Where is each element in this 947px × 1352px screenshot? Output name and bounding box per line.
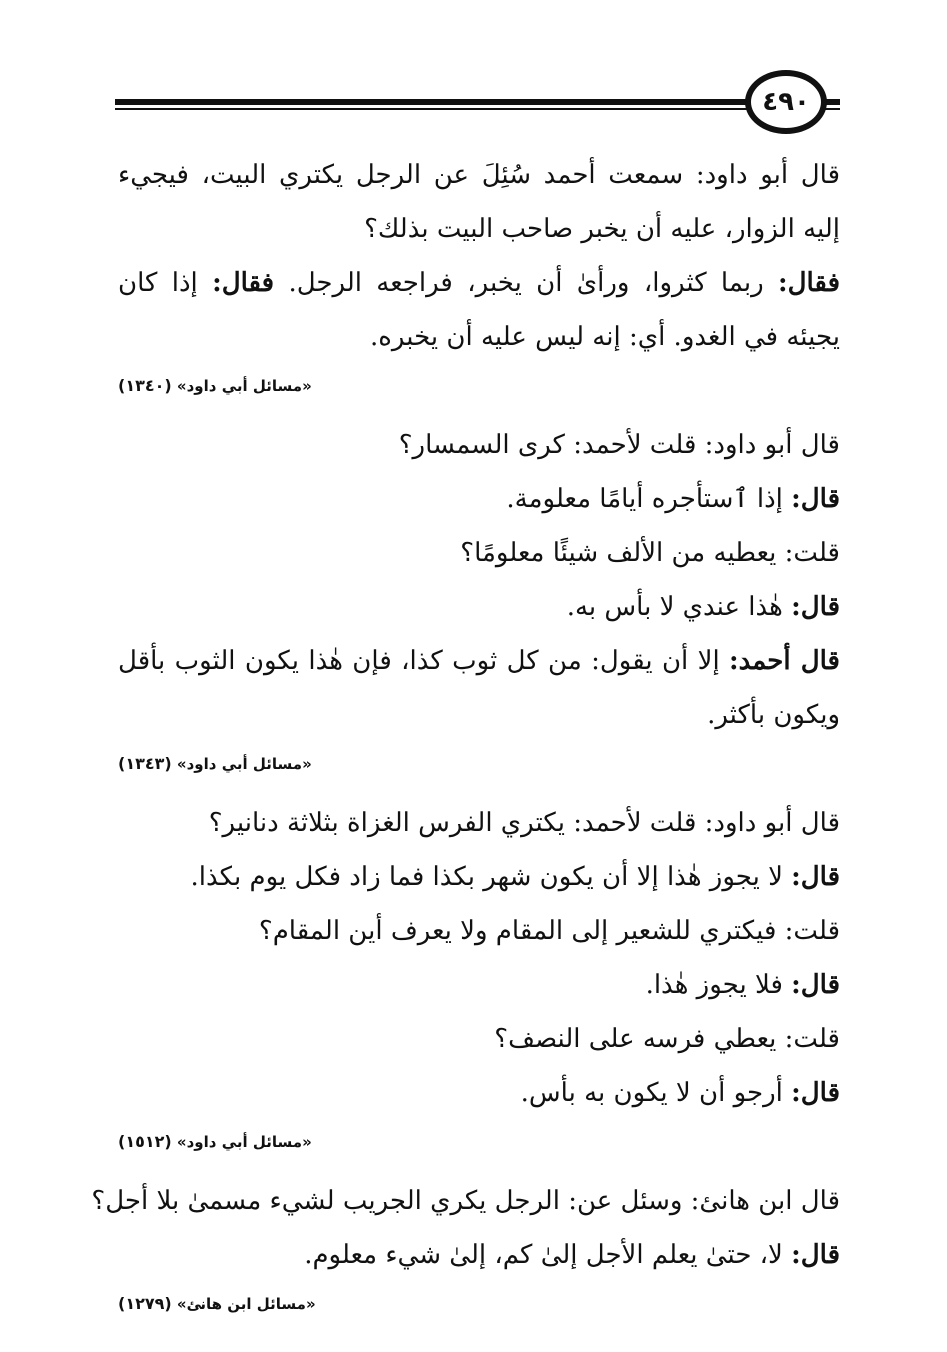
speaker-label: قال: bbox=[791, 970, 840, 1000]
text-line bbox=[118, 850, 840, 904]
speaker-label: فقال: bbox=[212, 268, 275, 298]
speaker-label: فقال: bbox=[778, 268, 841, 298]
source-citation bbox=[118, 1132, 840, 1152]
text-line bbox=[118, 1066, 840, 1120]
line-text: قلت: فيكتري للشعير إلى المقام ولا يعرف أين المقام؟ bbox=[258, 916, 840, 946]
text-line bbox=[118, 418, 840, 472]
paragraph bbox=[118, 256, 840, 364]
paragraph-text: ربما كثروا، ورأىٰ أن يخبر، فراجعه الرجل. bbox=[274, 268, 779, 298]
text-line bbox=[118, 1012, 840, 1066]
source-ref: (١٣٤٠) bbox=[118, 376, 172, 395]
line-text: قلت: يعطيه من الألف شيئًا معلومًا؟ bbox=[460, 538, 840, 568]
speaker-label: قال: bbox=[791, 1078, 840, 1108]
source-title: «مسائل أبي داود» bbox=[176, 1133, 312, 1151]
page-body bbox=[91, 148, 841, 1336]
line-text: إذا ٱستأجره أيامًا معلومة. bbox=[506, 484, 792, 514]
speaker-label: قال: bbox=[791, 862, 840, 892]
speaker-label: قال: bbox=[791, 592, 840, 622]
line-text: لا، حتىٰ يعلم الأجل إلىٰ كم، إلىٰ شيء معلوم. bbox=[304, 1240, 792, 1270]
source-title: «مسائل أبي داود» bbox=[176, 377, 312, 395]
line-text: لا يجوز هٰذا إلا أن يكون شهر بكذا فما زاد فكل يوم بكذا. bbox=[190, 862, 792, 892]
paragraph bbox=[118, 148, 840, 256]
source-ref: (١٢٧٩) bbox=[118, 1294, 172, 1313]
paragraph-text: إلا أن يقول: من كل ثوب كذا، فإن هٰذا يكون الثوب بأقل ويكون بأكثر. bbox=[118, 646, 840, 730]
header-rule-thick bbox=[115, 99, 755, 105]
source-title: «مسائل أبي داود» bbox=[176, 755, 312, 773]
line-text: فلا يجوز هٰذا. bbox=[645, 970, 792, 1000]
text-line bbox=[118, 904, 840, 958]
source-ref: (١٥١٢) bbox=[118, 1132, 172, 1151]
source-ref: (١٣٤٣) bbox=[118, 754, 172, 773]
paragraph bbox=[118, 634, 840, 742]
line-text: قال ابن هانئ: وسئل عن: الرجل يكري الجريب لشيء مسمىٰ بلا أجل؟ bbox=[91, 1186, 840, 1216]
text-line bbox=[91, 1174, 840, 1228]
text-line bbox=[118, 796, 840, 850]
line-text: قال أبو داود: قلت لأحمد: كرى السمسار؟ bbox=[398, 430, 840, 460]
speaker-label: قال أحمد: bbox=[729, 646, 840, 676]
text-line bbox=[118, 526, 840, 580]
line-text: أرجو أن لا يكون به بأس. bbox=[520, 1078, 792, 1108]
speaker-label: قال: bbox=[791, 484, 840, 514]
text-line bbox=[118, 958, 840, 1012]
source-title: «مسائل ابن هانئ» bbox=[176, 1295, 316, 1313]
line-text: هٰذا عندي لا بأس به. bbox=[566, 592, 792, 622]
speaker-label: قال: bbox=[791, 1240, 840, 1270]
source-citation bbox=[118, 754, 840, 774]
line-text: قلت: يعطي فرسه على النصف؟ bbox=[494, 1024, 840, 1054]
text-line bbox=[118, 472, 840, 526]
line-text: قال أبو داود: قلت لأحمد: يكتري الفرس الغزاة بثلاثة دنانير؟ bbox=[208, 808, 840, 838]
source-citation bbox=[118, 376, 840, 396]
page-number: ٤٩٠ bbox=[745, 70, 827, 134]
source-citation bbox=[118, 1294, 840, 1314]
text-line bbox=[118, 1228, 840, 1282]
header-rule-thin bbox=[115, 108, 755, 110]
text-line bbox=[118, 580, 840, 634]
paragraph-text: إذا كان يجيئه في الغدو. أي: إنه ليس عليه أن يخبره. bbox=[118, 268, 840, 352]
paragraph-text: قال أبو داود: سمعت أحمد سُئِلَ عن الرجل يكتري البيت، فيجيء إليه الزوار، عليه أن يخبر صاحب البيت بذلك؟ bbox=[118, 160, 840, 244]
page-header bbox=[0, 0, 947, 140]
